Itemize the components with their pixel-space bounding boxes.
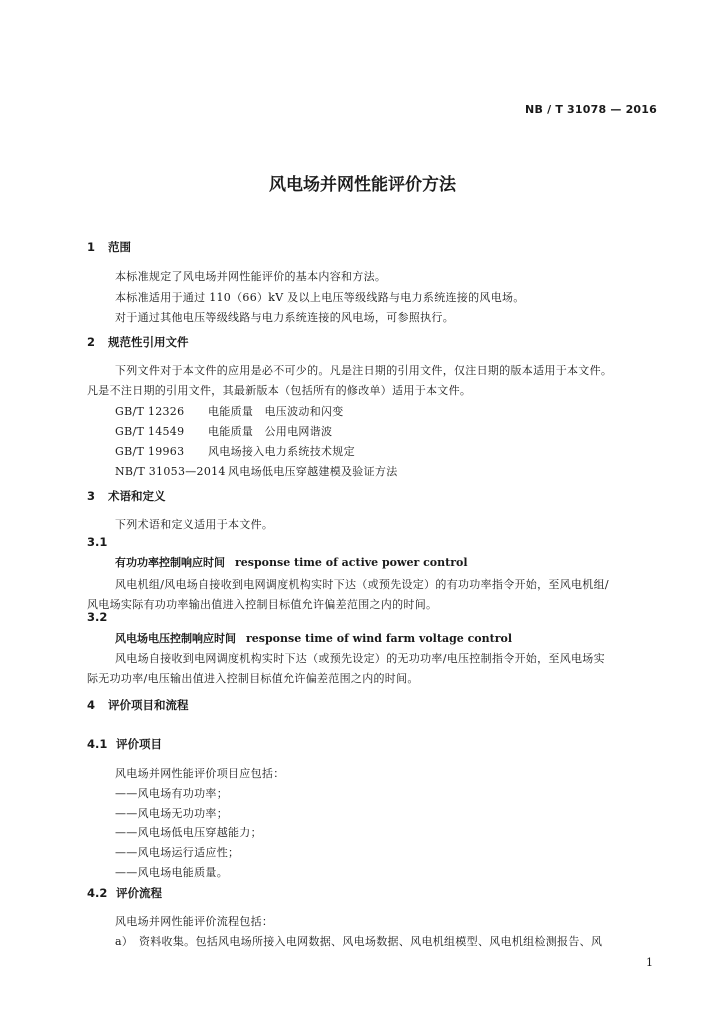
term-heading [115, 630, 512, 646]
paragraph: 本标准适用于通过 110（66）kV 及以上电压等级线路与电力系统连接的风电场。 [115, 291, 525, 304]
section-2-heading [87, 334, 189, 350]
paragraph-line: 凡是不注日期的引用文件，其最新版本（包括所有的修改单）适用于本文件。 [87, 384, 472, 397]
section-title: 术语和定义 [108, 489, 166, 503]
reference-code: GB/T 14549 [115, 425, 185, 438]
section-number: 2 [87, 335, 96, 349]
section-1-heading [87, 239, 131, 255]
term-definition-line: 风电机组/风电场自接收到电网调度机构实时下达（或预先设定）的有功功率指令开始，至风电机组/ [115, 578, 609, 591]
paragraph: 风电场并网性能评价流程包括： [115, 915, 274, 928]
reference-code: NB/T 31053—2014 [115, 465, 226, 478]
term-number: 3.1 [87, 535, 108, 549]
reference-item [115, 443, 355, 459]
section-number: 4.1 [87, 737, 108, 751]
page-title: 风电场并网性能评价方法 [269, 175, 456, 195]
term-definition-line: 风电场实际有功功率输出值进入控制目标值允许偏差范围之内的时间。 [87, 598, 438, 611]
term-english: response time of wind farm voltage control [246, 632, 513, 645]
list-item: a） 资料收集。包括风电场所接入电网数据、风电场数据、风电机组模型、风电机组检测报告、风 [115, 935, 603, 948]
section-number: 4.2 [87, 886, 108, 900]
term-number: 3.2 [87, 610, 108, 624]
term-definition-line: 际无功功率/电压输出值进入控制目标值允许偏差范围之内的时间。 [87, 672, 419, 685]
list-item: ——风电场低电压穿越能力； [115, 826, 262, 839]
reference-item [115, 403, 344, 419]
section-title: 评价项目和流程 [108, 698, 189, 712]
reference-code: GB/T 12326 [115, 405, 185, 418]
term-chinese: 有功功率控制响应时间 [115, 556, 225, 569]
subsection-4-1-heading [87, 736, 162, 752]
term-heading [115, 554, 468, 570]
term-english: response time of active power control [235, 556, 468, 569]
term-chinese: 风电场电压控制响应时间 [115, 632, 236, 645]
reference-name: 风电场低电压穿越建模及验证方法 [228, 465, 398, 478]
list-item: ——风电场无功功率； [115, 807, 228, 820]
section-4-heading [87, 697, 189, 713]
reference-name: 风电场接入电力系统技术规定 [208, 445, 355, 458]
paragraph: 下列术语和定义适用于本文件。 [115, 518, 274, 531]
list-item: ——风电场运行适应性； [115, 846, 240, 859]
term-definition-line: 风电场自接收到电网调度机构实时下达（或预先设定）的无功功率/电压控制指令开始，至风电场实 [115, 652, 605, 665]
section-number: 1 [87, 240, 96, 254]
list-item: ——风电场电能质量。 [115, 866, 228, 879]
paragraph: 对于通过其他电压等级线路与电力系统连接的风电场，可参照执行。 [115, 311, 454, 324]
section-title: 评价项目 [116, 737, 162, 751]
standard-number: NB / T 31078 — 2016 [525, 103, 657, 116]
list-item: ——风电场有功功率； [115, 787, 228, 800]
paragraph: 风电场并网性能评价项目应包括： [115, 767, 285, 780]
section-title: 评价流程 [116, 886, 162, 900]
section-3-heading [87, 488, 166, 504]
paragraph: 本标准规定了风电场并网性能评价的基本内容和方法。 [115, 270, 387, 283]
page-number: 1 [646, 956, 653, 969]
reference-code: GB/T 19963 [115, 445, 185, 458]
reference-item [115, 463, 398, 479]
reference-item [115, 423, 332, 439]
section-title: 规范性引用文件 [108, 335, 189, 349]
section-number: 4 [87, 698, 96, 712]
section-number: 3 [87, 489, 96, 503]
paragraph-line: 下列文件对于本文件的应用是必不可少的。凡是注日期的引用文件，仅注日期的版本适用于本文件。 [115, 364, 613, 377]
reference-name: 电能质量 电压波动和闪变 [208, 405, 344, 418]
section-title: 范围 [108, 240, 131, 254]
reference-name: 电能质量 公用电网谐波 [208, 425, 333, 438]
subsection-4-2-heading [87, 885, 162, 901]
